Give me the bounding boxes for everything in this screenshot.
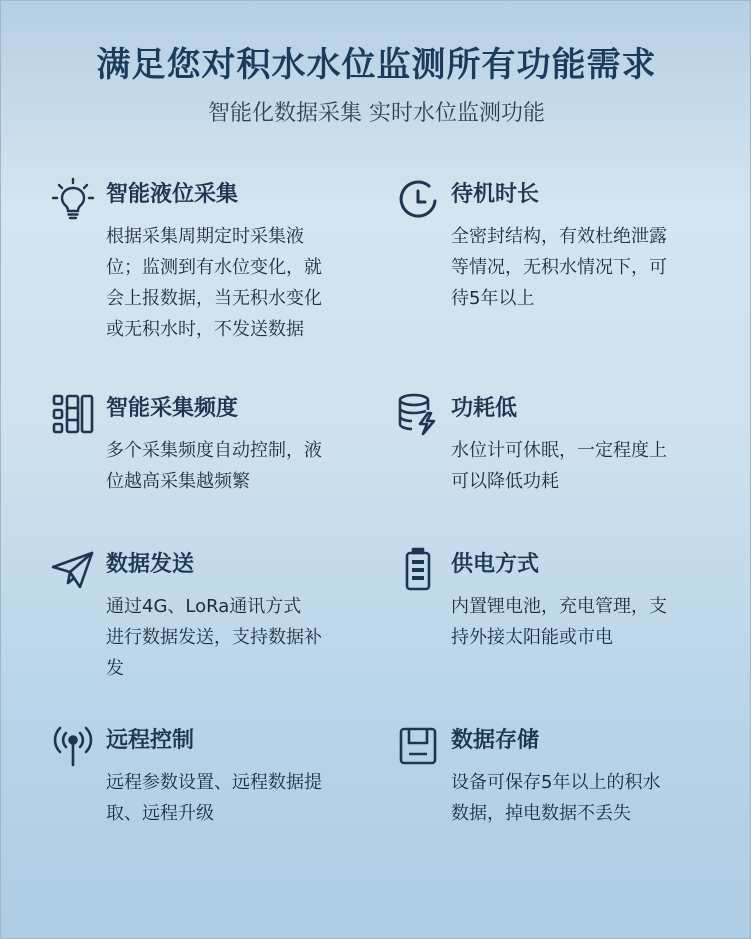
feature-remote-control <box>106 727 406 829</box>
page-subtitle: 智能化数据采集 实时水位监测功能 <box>208 101 545 126</box>
battery-icon <box>395 547 441 593</box>
feature-title: 待机时长 <box>451 182 540 207</box>
lightbulb-icon <box>50 177 96 223</box>
feature-standby-duration <box>451 181 751 314</box>
clock-icon <box>395 177 441 223</box>
feature-description: 多个采集频度自动控制，液 位越高采集越频繁 <box>106 440 322 492</box>
floppy-disk-icon <box>395 723 441 769</box>
feature-title: 数据存储 <box>451 728 540 753</box>
feature-description: 远程参数设置、远程数据提 取、远程升级 <box>106 772 322 824</box>
feature-data-storage <box>451 727 751 829</box>
feature-description: 设备可保存5年以上的积水 数据，掉电数据不丢失 <box>451 772 661 824</box>
feature-title: 智能液位采集 <box>106 182 239 207</box>
feature-description: 水位计可休眠，一定程度上 可以降低功耗 <box>451 440 667 492</box>
feature-title: 供电方式 <box>451 552 540 577</box>
feature-description: 根据采集周期定时采集液 位；监测到有水位变化，就 会上报数据，当无积水变化 或无积水时，不发送数据 <box>106 226 322 340</box>
feature-power-supply <box>451 551 751 653</box>
paper-plane-icon <box>50 547 96 593</box>
feature-title: 智能采集频度 <box>106 396 239 421</box>
antenna-icon <box>50 723 96 769</box>
page-title: 满足您对积水水位监测所有功能需求 <box>96 45 657 85</box>
feature-title: 数据发送 <box>106 552 195 577</box>
database-power-icon <box>395 391 441 437</box>
feature-title: 远程控制 <box>106 728 195 753</box>
frequency-icon <box>50 391 96 437</box>
feature-collection-frequency <box>106 395 406 497</box>
feature-low-power <box>451 395 751 497</box>
feature-description: 通过4G、LoRa通讯方式 进行数据发送，支持数据补 发 <box>106 596 322 679</box>
feature-description: 内置锂电池，充电管理，支 持外接太阳能或市电 <box>451 596 667 648</box>
feature-description: 全密封结构，有效杜绝泄露 等情况，无积水情况下，可 待5年以上 <box>451 226 667 309</box>
feature-data-sending <box>106 551 406 684</box>
feature-liquid-level-collection <box>106 181 406 345</box>
feature-title: 功耗低 <box>451 396 518 421</box>
